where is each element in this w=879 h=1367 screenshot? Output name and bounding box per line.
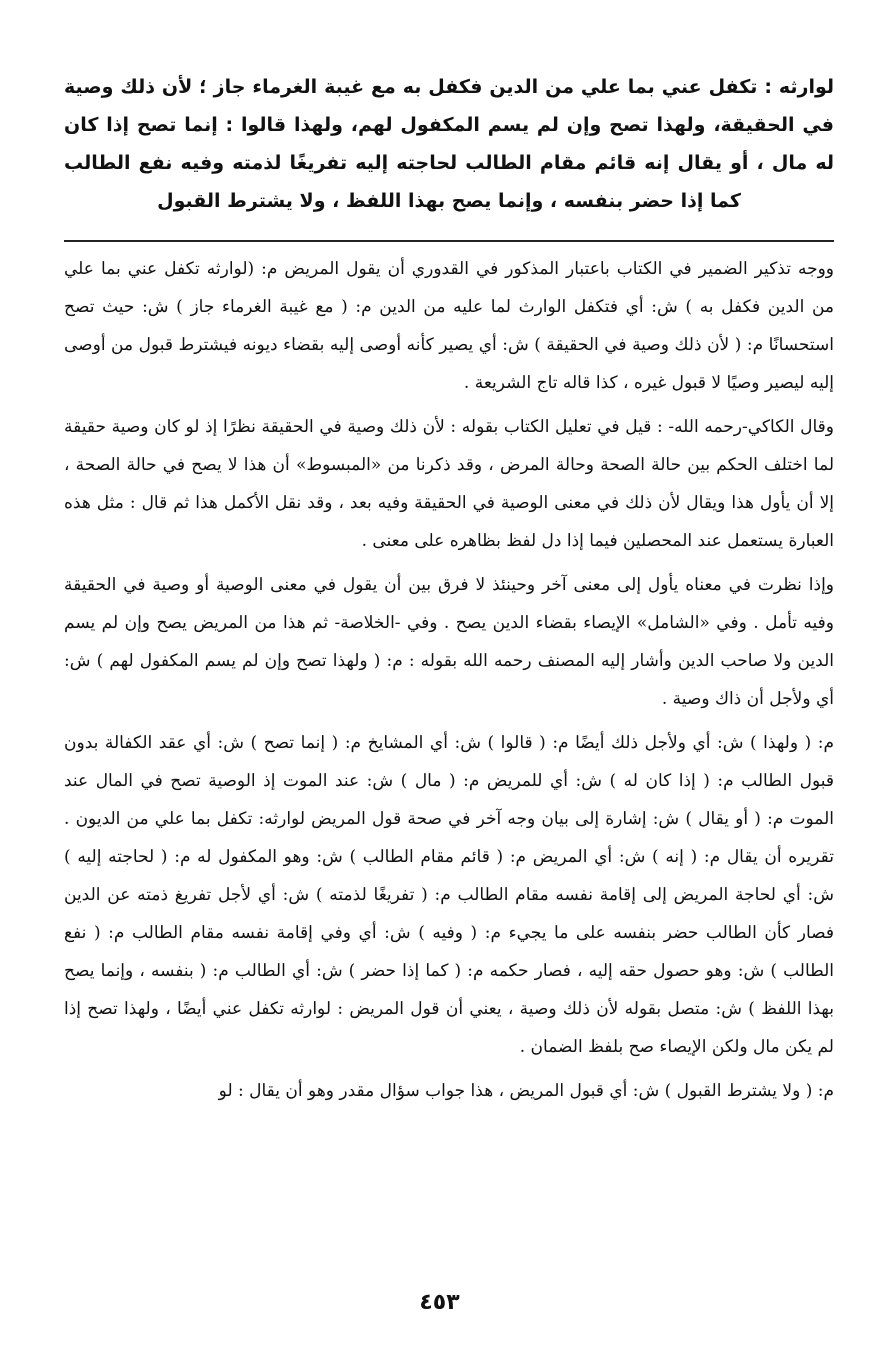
commentary-paragraph: وقال الكاكي-رحمه الله- : قيل في تعليل الكتاب بقوله : لأن ذلك وصية في الحقيقة نظرًا إذ لو كان وصية حقيقة لما اختلف الحكم بين حالة الصحة وحالة المرض ، وقد ذكرنا من «المبسوط» أن هذا لا يصح في حالة الصحة ، إلا أن يأول هذا ويقال لأن ذلك في معنى الوصية في الحقيقة وفيه بعد ، وقد نقل الأكمل هذا ثم قال : مثل هذه العبارة يستعمل عند المحصلين فيما إذا دل لفظ بظاهره على معنى . (64, 417, 834, 551)
page-number: ٤٥٣ (419, 1290, 460, 1315)
commentary-paragraph: وإذا نظرت في معناه يأول إلى معنى آخر وحينئذ لا فرق بين أن يقول في معنى الوصية أو وصية في الحقيقة وفيه تأمل . وفي «الشامل» الإيصاء بقضاء الدين يصح . وفي -الخلاصة- ثم هذا من المريض يصح وإن لم يسم الدين ولا صاحب الدين وأشار إليه المصنف رحمه الله بقوله : م: ( ولهذا تصح وإن لم يسم المكفول لهم ) ش: أي ولأجل أن ذاك وصية . (64, 575, 835, 709)
commentary (64, 250, 834, 1110)
commentary-paragraph: م: ( ولهذا ) ش: أي ولأجل ذلك أيضًا م: ( قالوا ) ش: أي المشايخ م: ( إنما تصح ) ش: أي عقد الكفالة بدون قبول الطالب م: ( إذا كان له ) ش: أي للمريض م: ( مال ) ش: عند الموت إذ الوصية تصح في المال عند الموت م: ( أو يقال ) ش: إشارة إلى بيان وجه آخر في صحة قول المريض لوارثه: تكفل بما علي من الديون . تقريره أن يقال م: ( إنه ) ش: أي المريض م: ( قائم مقام الطالب ) ش: وهو المكفول له م: ( لحاجته إليه ) ش: أي لحاجة المريض إلى إقامة نفسه مقام الطالب م: ( تفريغًا لذمته ) ش: أي لأجل تفريغ ذمته عن الدين فصار كأن الطالب حضر بنفسه على ما يجيء م: ( وفيه ) ش: أي وفي إقامة نفسه مقام الطالب م: ( نفع الطالب ) ش: وهو حصول حقه إليه ، فصار حكمه م: ( كما إذا حضر ) ش: أي الطالب م: ( بنفسه ، وإنما يصح بهذا اللفظ ) ش: متصل بقوله لأن ذلك وصية ، يعني أن قول المريض : لوارثه تكفل عني أيضًا ، ولهذا تصح إذا لم يكن مال ولكن الإيصاء صح بلفظ الضمان . (64, 733, 834, 1057)
book-page (64, 68, 834, 1116)
matn-text: لوارثه : تكفل عني بما علي من الدين فكفل به مع غيبة الغرماء جاز ؛ لأن ذلك وصية في الحقيقة، ولهذا تصح وإن لم يسم المكفول لهم، ولهذا قالوا : إنما تصح إذا كان له مال ، أو يقال إنه قائم مقام الطالب لحاجته إليه تفريغًا لذمته وفيه نفع الطالب كما إذا حضر بنفسه ، وإنما يصح بهذا اللفظ ، ولا يشترط القبول (64, 76, 834, 212)
commentary-paragraph: م: ( ولا يشترط القبول ) ش: أي قبول المريض ، هذا جواب سؤال مقدر وهو أن يقال : لو (218, 1081, 834, 1101)
commentary-paragraph: ووجه تذكير الضمير في الكتاب باعتبار المذكور في القدوري أن يقول المريض م: (لوارثه تكفل عني بما علي من الدين فكفل به ) ش: أي فتكفل الوارث لما عليه من الدين م: ( مع غيبة الغرماء جاز ) ش: حيث تصح استحسانًا م: ( لأن ذلك وصية في الحقيقة ) ش: أي يصير كأنه أوصى إليه بقضاء ديونه فيشترط قبول من أوصى إليه ليصير وصيًا لا قبول غيره ، كذا قاله تاج الشريعة . (64, 259, 834, 393)
separator-rule (64, 240, 834, 242)
